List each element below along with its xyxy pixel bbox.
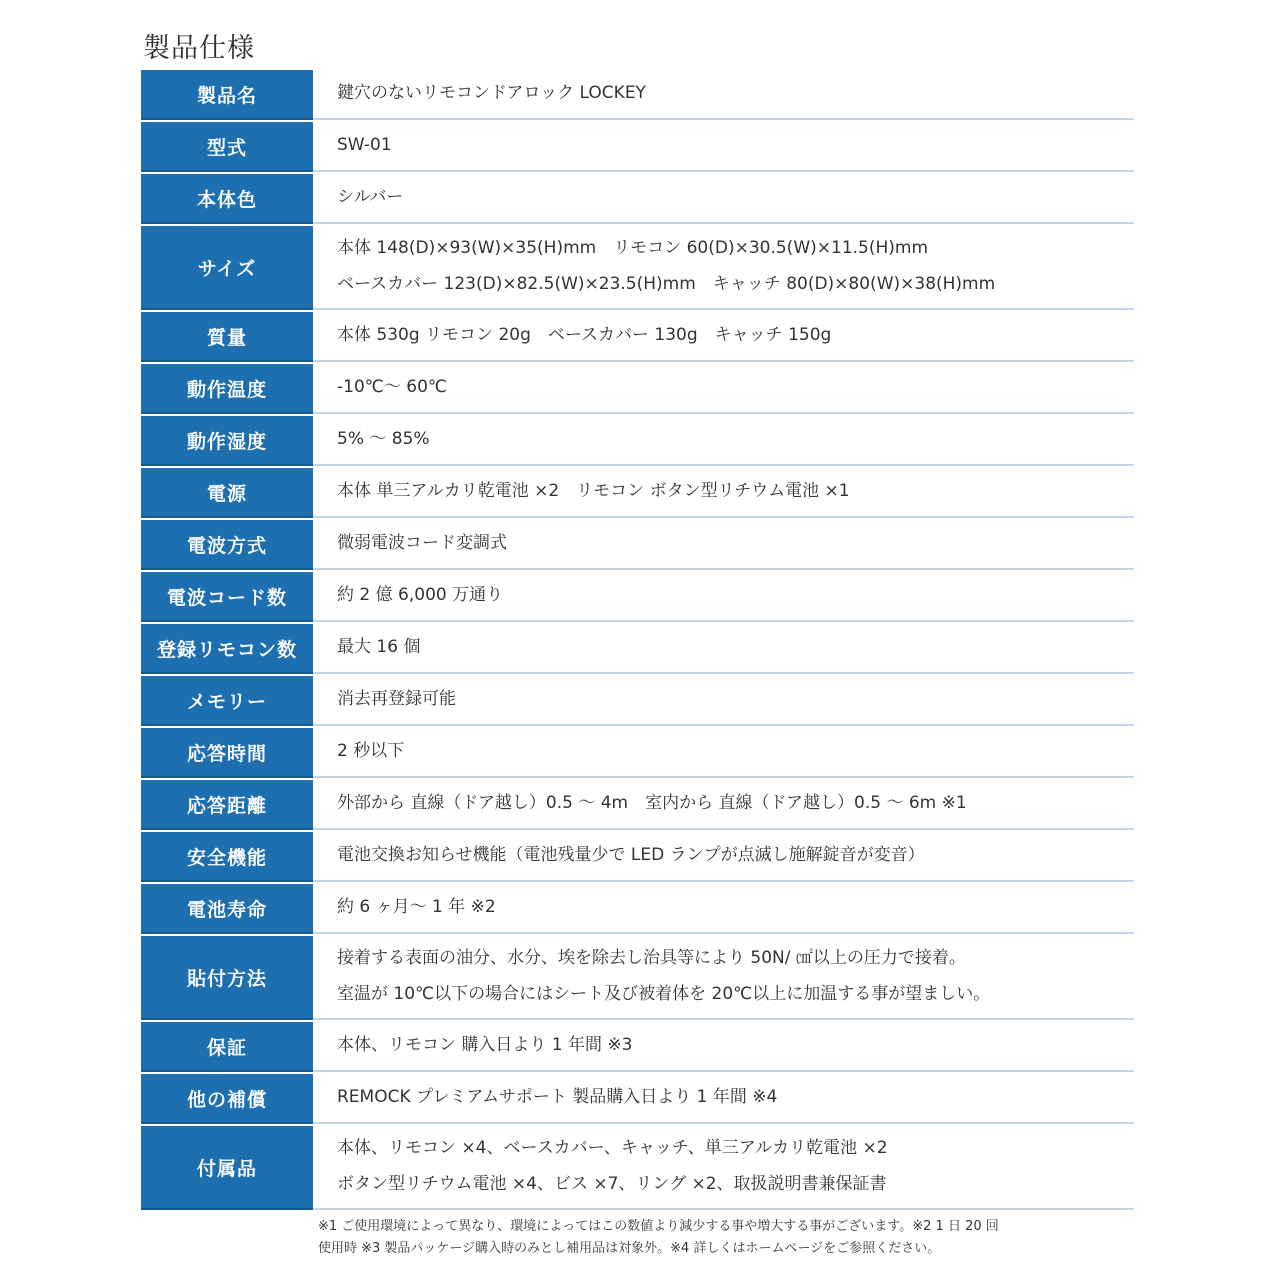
spec-row	[141, 934, 1134, 1020]
spec-value	[313, 778, 1134, 830]
spec-label: 本体色	[141, 174, 313, 222]
spec-value-line: -10℃～ 60℃	[337, 377, 447, 397]
spec-label: 安全機能	[141, 832, 313, 880]
spec-row	[141, 362, 1134, 414]
spec-value	[313, 1072, 1134, 1124]
spec-label: 電波方式	[141, 520, 313, 568]
spec-row	[141, 224, 1134, 310]
spec-value-line: SW-01	[337, 135, 392, 155]
spec-row	[141, 778, 1134, 830]
spec-value	[313, 674, 1134, 726]
spec-row	[141, 68, 1134, 120]
spec-value-line: 本体 148(D)×93(W)×35(H)mm リモコン 60(D)×30.5(W)×11.5(H)mm	[337, 238, 929, 258]
spec-value-line: ボタン型リチウム電池 ×4、ビス ×7、リング ×2、取扱説明書兼保証書	[337, 1174, 887, 1194]
spec-value-line: ベースカバー 123(D)×82.5(W)×23.5(H)mm キャッチ 80(D)×80(W)×38(H)mm	[337, 274, 996, 294]
spec-value	[313, 726, 1134, 778]
spec-value	[313, 414, 1134, 466]
spec-value	[313, 120, 1134, 172]
footnote-line: ※1 ご使用環境によって異なり、環境によってはこの数値より減少する事や増大する事がございます。※2 1 日 20 回	[318, 1219, 999, 1234]
spec-value-line: 電池交換お知らせ機能（電池残量少で LED ランプが点滅し施解錠音が変音）	[337, 845, 925, 865]
spec-value	[313, 622, 1134, 674]
footnote	[318, 1216, 1138, 1260]
spec-label: 型式	[141, 122, 313, 170]
spec-value-line: 最大 16 個	[337, 637, 421, 657]
spec-value-line: 約 2 億 6,000 万通り	[337, 585, 504, 605]
page-title: 製品仕様	[143, 33, 255, 64]
spec-value-line: 室温が 10℃以下の場合にはシート及び被着体を 20℃以上に加温する事が望ましい。	[337, 984, 991, 1004]
spec-row	[141, 830, 1134, 882]
spec-value-line: 本体 530g リモコン 20g ベースカバー 130g キャッチ 150g	[337, 325, 832, 345]
spec-row	[141, 622, 1134, 674]
spec-row	[141, 674, 1134, 726]
spec-value-line: シルバー	[337, 187, 404, 207]
spec-row	[141, 120, 1134, 172]
spec-value	[313, 224, 1134, 310]
spec-label: サイズ	[141, 226, 313, 308]
spec-value	[313, 68, 1134, 120]
spec-value-line: 本体、リモコン ×4、ベースカバー、キャッチ、単三アルカリ乾電池 ×2	[337, 1138, 888, 1158]
spec-row	[141, 1020, 1134, 1072]
spec-label: 動作温度	[141, 364, 313, 412]
spec-value-line: 微弱電波コード変調式	[337, 533, 507, 553]
spec-label: 電源	[141, 468, 313, 516]
spec-value	[313, 310, 1134, 362]
spec-value-line: 本体 単三アルカリ乾電池 ×2 リモコン ボタン型リチウム電池 ×1	[337, 481, 850, 501]
spec-label: 質量	[141, 312, 313, 360]
spec-value	[313, 882, 1134, 934]
spec-value	[313, 1020, 1134, 1072]
spec-label: 他の補償	[141, 1074, 313, 1122]
spec-value	[313, 172, 1134, 224]
spec-value-line: 約 6 ヶ月～ 1 年 ※2	[337, 897, 496, 917]
spec-value-line: 消去再登録可能	[337, 689, 456, 709]
spec-row	[141, 172, 1134, 224]
spec-value-line: 外部から 直線（ドア越し）0.5 ～ 4m 室内から 直線（ドア越し）0.5 ～ 6m ※1	[337, 793, 967, 813]
spec-value	[313, 362, 1134, 414]
spec-label: 電波コード数	[141, 572, 313, 620]
spec-value	[313, 1124, 1134, 1210]
spec-label: 貼付方法	[141, 936, 313, 1018]
spec-label: 製品名	[141, 70, 313, 118]
spec-row	[141, 466, 1134, 518]
spec-value-line: 本体、リモコン 購入日より 1 年間 ※3	[337, 1035, 633, 1055]
spec-label: 保証	[141, 1022, 313, 1070]
spec-value	[313, 830, 1134, 882]
spec-row	[141, 518, 1134, 570]
spec-table	[141, 68, 1134, 1210]
spec-label: メモリー	[141, 676, 313, 724]
spec-label: 応答距離	[141, 780, 313, 828]
spec-value-line: 5% ～ 85%	[337, 429, 430, 449]
spec-row	[141, 414, 1134, 466]
spec-row	[141, 570, 1134, 622]
footnote-line: 使用時 ※3 製品パッケージ購入時のみとし補用品は対象外。※4 詳しくはホームページをご参照ください。	[318, 1241, 941, 1256]
spec-row	[141, 310, 1134, 362]
spec-value	[313, 934, 1134, 1020]
spec-row	[141, 882, 1134, 934]
spec-value-line: REMOCK プレミアムサポート 製品購入日より 1 年間 ※4	[337, 1087, 778, 1107]
spec-label: 動作湿度	[141, 416, 313, 464]
spec-label: 応答時間	[141, 728, 313, 776]
spec-row	[141, 1072, 1134, 1124]
spec-value	[313, 466, 1134, 518]
spec-value	[313, 570, 1134, 622]
spec-value	[313, 518, 1134, 570]
spec-row	[141, 726, 1134, 778]
spec-label: 登録リモコン数	[141, 624, 313, 672]
spec-value-line: 鍵穴のないリモコンドアロック LOCKEY	[337, 83, 646, 103]
spec-row	[141, 1124, 1134, 1210]
spec-value-line: 2 秒以下	[337, 741, 405, 761]
spec-label: 付属品	[141, 1126, 313, 1208]
spec-value-line: 接着する表面の油分、水分、埃を除去し治具等により 50N/ ㎠以上の圧力で接着。	[337, 948, 966, 968]
spec-label: 電池寿命	[141, 884, 313, 932]
